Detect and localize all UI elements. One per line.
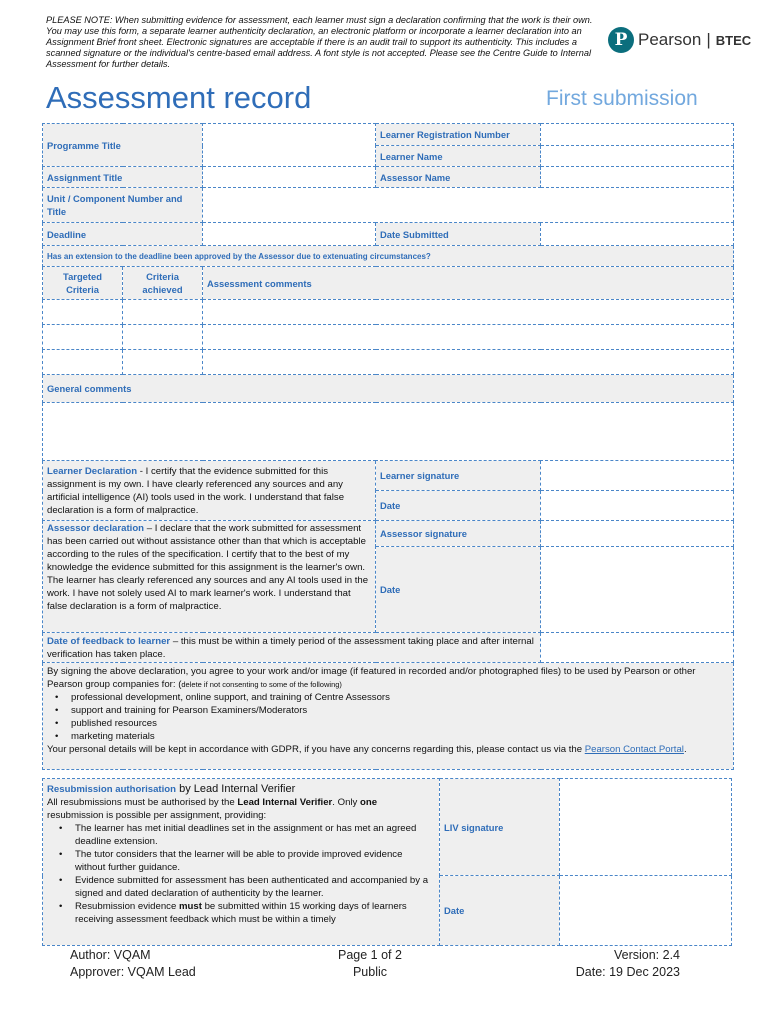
assessment-form: [42, 123, 734, 770]
resubmission-authorisation: [43, 779, 440, 946]
assignment-title-field[interactable]: [203, 167, 376, 188]
condition-text: Resubmission evidence: [75, 901, 179, 912]
resubmission-condition: [75, 900, 435, 926]
deadline-field[interactable]: [203, 223, 376, 246]
consent-intro-note: delete if not consenting to some of the following): [181, 680, 342, 689]
footer-right: [560, 947, 680, 981]
footer-page: Page 1 of 2: [338, 948, 402, 962]
consent-item: • published resources: [71, 717, 729, 730]
consent-item: • marketing materials: [71, 730, 729, 743]
feedback-date-heading: Date of feedback to learner: [47, 635, 171, 647]
unit-label: Unit / Component Number and Title: [43, 188, 203, 223]
date-submitted-label: Date Submitted: [376, 223, 541, 246]
criteria-achieved-cell[interactable]: [123, 325, 203, 350]
submission-note: PLEASE NOTE: When submitting evidence for assessment, each learner must sign a declaration confirming that the work is their own. You may use this form, a separate learner authenticity declaration, an electronic platform or incorporate a learner declaration into an Assignment Brief front sheet. Electronic signatures are acceptable if there is an audit trail to support its authenticity. This includes a scanned signature or the individual's centre-based email address. A font style is not accepted. Please see the Centre Guide to Internal Assessment for further details.: [46, 15, 593, 69]
resubmission-condition: • Evidence submitted for assessment has been authenticated and accompanied by a signed and dated declaration of authenticity by the learner.: [75, 874, 435, 900]
consent-item: • professional development, online support, and training of Centre Assessors: [71, 691, 729, 704]
gdpr-end: .: [683, 744, 687, 755]
logo-pearson: Pearson: [638, 30, 702, 49]
targeted-criteria-cell[interactable]: [43, 350, 123, 375]
footer-approver: Approver: VQAM Lead: [70, 965, 196, 979]
consent-item: • support and training for Pearson Examiners/Moderators: [71, 704, 729, 717]
feedback-date: [43, 633, 541, 663]
assessor-signature-label: Assessor signature: [376, 521, 541, 547]
assignment-title-label: Assignment Title: [43, 167, 203, 188]
resubmission-text-bold: Lead Internal Verifier: [237, 797, 333, 808]
programme-title-label: Programme Title: [43, 124, 203, 167]
resubmission-condition: • The tutor considers that the learner will be able to provide improved evidence without further guidance.: [75, 848, 435, 874]
gdpr-text: Your personal details will be kept in accordance with GDPR, if you have any concerns regarding this, please contact us via the: [47, 744, 585, 755]
submission-type: First submission: [546, 87, 698, 110]
assessment-comment-cell[interactable]: [203, 300, 734, 325]
learner-declaration-heading: Learner Declaration: [47, 465, 138, 477]
targeted-criteria-header: Targeted Criteria: [43, 267, 123, 300]
extension-question: Has an extension to the deadline been approved by the Assessor due to extenuating circumstances?: [43, 246, 734, 267]
assessor-name-field[interactable]: [541, 167, 734, 188]
targeted-criteria-cell[interactable]: [43, 325, 123, 350]
criteria-achieved-header: Criteria achieved: [123, 267, 203, 300]
pearson-btec-logo: [608, 27, 751, 53]
footer-classification: Public: [352, 965, 388, 979]
unit-field[interactable]: [203, 188, 734, 223]
footer-date: Date: 19 Dec 2023: [575, 965, 680, 979]
assessor-declaration: [43, 521, 376, 633]
learner-declaration-text: - I certify that the evidence submitted for this assignment is my own. I have clearly referenced any sources and any artificial intelligence (AI) tools used in the work. I understand that false declaration is a form of malpractice.: [47, 465, 345, 516]
logo-btec: BTEC: [715, 32, 752, 48]
targeted-criteria-cell[interactable]: [43, 300, 123, 325]
assessor-declaration-text: – I declare that the work submitted for assessment has been carried out without assistance other than that which is acceptable according to the rules of the specification. I certify that to the best of my knowledge the evidence submitted for this assignment is the learner's own. The learner has clearly referenced any sources and any AI tools used in the work. I have not solely used AI to mark learner's work. I understand that false declaration is a form of malpractice.: [47, 523, 369, 612]
feedback-date-text: – this must be within a timely period of the assessment taking place and after internal verification has taken place.: [47, 635, 534, 660]
logo-separator: |: [706, 30, 711, 49]
footer-center: [335, 947, 405, 981]
assessment-comment-cell[interactable]: [203, 350, 734, 375]
resubmission-form: [42, 778, 732, 946]
learner-declaration: [43, 461, 376, 521]
date-submitted-field[interactable]: [541, 223, 734, 246]
learner-date-label: Date: [376, 491, 541, 521]
learner-signature-label: Learner signature: [376, 461, 541, 491]
resubmission-text: All resubmissions must be authorised by the: [47, 797, 238, 808]
learner-name-label: Learner Name: [376, 146, 541, 167]
learner-signature-field[interactable]: [541, 461, 734, 491]
general-comments-field[interactable]: [43, 403, 734, 461]
resubmission-heading: Resubmission authorisation: [47, 784, 177, 795]
liv-date-label: Date: [440, 876, 560, 946]
page-title: Assessment record: [46, 80, 312, 115]
condition-text-bold: must: [179, 901, 202, 912]
assessor-name-label: Assessor Name: [376, 167, 541, 188]
assessor-date-label: Date: [376, 547, 541, 633]
resubmission-text-bold: one: [360, 797, 378, 808]
consent-intro: By signing the above declaration, you agree to your work and/or image (if featured in recorded and/or photographed files) to be used by Pearson or other Pearson group companies for: (: [47, 666, 696, 690]
resubmission-text: . Only: [332, 797, 361, 808]
deadline-label: Deadline: [43, 223, 203, 246]
footer-author: Author: VQAM: [70, 948, 151, 962]
general-comments-label: General comments: [43, 375, 734, 403]
consent-statement: [43, 663, 734, 770]
assessor-declaration-heading: Assessor declaration: [47, 523, 145, 534]
liv-signature-field[interactable]: [560, 779, 732, 876]
resubmission-heading-rest: by Lead Internal Verifier: [176, 783, 296, 795]
feedback-date-field[interactable]: [541, 633, 734, 663]
assessment-comments-header: Assessment comments: [203, 267, 734, 300]
assessor-signature-field[interactable]: [541, 521, 734, 547]
liv-signature-label: LIV signature: [440, 779, 560, 876]
learner-date-field[interactable]: [541, 491, 734, 521]
assessment-comment-cell[interactable]: [203, 325, 734, 350]
learner-name-field[interactable]: [541, 146, 734, 167]
liv-date-field[interactable]: [560, 876, 732, 946]
assessor-date-field[interactable]: [541, 547, 734, 633]
learner-reg-field[interactable]: [541, 124, 734, 146]
programme-title-field[interactable]: [203, 124, 376, 167]
pearson-contact-portal-link[interactable]: Pearson Contact Portal: [584, 744, 684, 755]
footer-left: [70, 947, 196, 981]
criteria-achieved-cell[interactable]: [123, 350, 203, 375]
condition-text: be submitted within 15 working days of learners receiving assessment feedback which must be within a timely: [75, 901, 407, 925]
learner-reg-label: Learner Registration Number: [376, 124, 541, 146]
footer-version: Version: 2.4: [613, 948, 680, 962]
resubmission-text: resubmission is possible per assignment, providing:: [47, 810, 267, 821]
criteria-achieved-cell[interactable]: [123, 300, 203, 325]
resubmission-condition: • The learner has met initial deadlines set in the assignment or has met an agreed deadline extension.: [75, 822, 435, 848]
pearson-logo-icon: P: [608, 27, 634, 53]
